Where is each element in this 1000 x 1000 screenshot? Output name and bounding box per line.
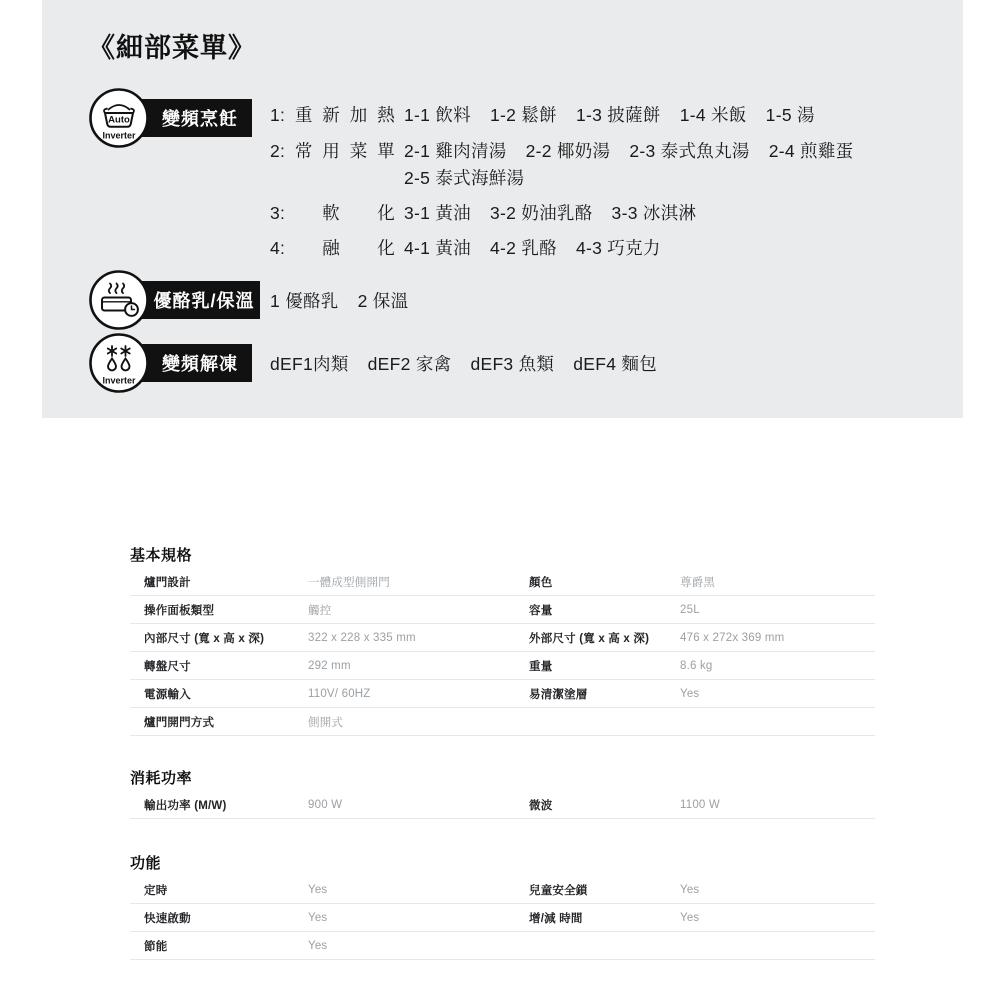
menu-item: 3-2 奶油乳酪 <box>489 202 593 223</box>
spec-section-functions <box>130 852 875 960</box>
spec-value: 110V/ 60HZ <box>308 687 371 700</box>
icon-label-inverter: Inverter <box>102 130 136 141</box>
spec-label: 內部尺寸 (寬 x 高 x 深) <box>144 632 265 645</box>
spec-row <box>130 791 875 819</box>
menu-item: 2-5 泰式海鮮湯 <box>404 167 525 188</box>
spec-row <box>130 624 875 652</box>
badge-yogurt-keepwarm: 優酪乳/保溫 <box>120 281 260 319</box>
menu-key: 1:重新加熱 <box>270 104 395 125</box>
menu-key: 3:軟化 <box>270 202 395 223</box>
spec-label: 兒童安全鎖 <box>529 884 588 897</box>
spec-section-basic <box>130 544 875 736</box>
spec-label: 快速啟動 <box>144 912 191 925</box>
menu-item: 1-1 飲料 <box>404 104 471 125</box>
badge-inverter-cooking: 變頻烹飪 <box>120 99 252 137</box>
spec-label: 節能 <box>144 940 168 953</box>
menu-item: dEF4 麵包 <box>573 353 658 374</box>
spec-value: Yes <box>308 883 328 896</box>
spec-value: 觸控 <box>308 604 332 617</box>
menu-item: 2 保溫 <box>357 290 409 311</box>
spec-label: 轉盤尺寸 <box>144 660 191 673</box>
menu-item: 4-3 巧克力 <box>575 237 661 258</box>
yogurt-keepwarm-icon <box>88 269 150 331</box>
badge-inverter-defrost: 變頻解凍 <box>120 344 252 382</box>
menu-line <box>270 235 680 259</box>
auto-inverter-icon <box>88 87 150 149</box>
icon-label-inverter: Inverter <box>102 375 136 386</box>
spec-value: 尊爵黑 <box>680 576 716 589</box>
spec-value: Yes <box>680 883 700 896</box>
spec-label: 爐門開門方式 <box>144 716 215 729</box>
spec-value: Yes <box>308 911 328 924</box>
menu-item: 3-1 黃油 <box>404 202 471 223</box>
spec-row <box>130 596 875 624</box>
spec-value: Yes <box>680 687 700 700</box>
menu-item: dEF3 魚類 <box>470 353 555 374</box>
menu-key: 2:常用菜單 <box>270 140 395 161</box>
spec-label: 輸出功率 (M/W) <box>144 799 227 812</box>
inverter-defrost-icon <box>88 332 150 394</box>
spec-label: 重量 <box>529 660 553 673</box>
menu-line <box>270 200 715 224</box>
menu-item: 2-1 雞肉清湯 <box>404 140 507 161</box>
menu-item: 1 優酪乳 <box>270 290 339 311</box>
menu-item: 3-3 冰淇淋 <box>611 202 697 223</box>
menu-line <box>270 165 543 189</box>
spec-value: 322 x 228 x 335 mm <box>308 631 416 644</box>
spec-value: 292 mm <box>308 659 351 672</box>
spec-label: 爐門設計 <box>144 576 191 589</box>
menu-item: 1-4 米飯 <box>679 104 747 125</box>
spec-section-title: 基本規格 <box>130 547 193 564</box>
spec-row <box>130 568 875 596</box>
menu-item: 2-3 泰式魚丸湯 <box>629 140 750 161</box>
spec-label: 易清潔塗層 <box>529 688 588 701</box>
menu-item: 1-5 湯 <box>765 104 815 125</box>
menu-item: 1-2 鬆餅 <box>489 104 557 125</box>
menu-line <box>270 138 872 162</box>
spec-row <box>130 904 875 932</box>
spec-row <box>130 680 875 708</box>
menu-line <box>270 351 676 375</box>
spec-row <box>130 708 875 736</box>
menu-item: 2-4 煎雞蛋 <box>768 140 854 161</box>
spec-value: 8.6 kg <box>680 659 713 672</box>
spec-label: 電源輸入 <box>144 688 191 701</box>
menu-item: dEF2 家禽 <box>367 353 452 374</box>
spec-section-title: 功能 <box>130 855 162 872</box>
spec-value: 一體成型側開門 <box>308 576 390 589</box>
spec-value: 476 x 272x 369 mm <box>680 631 785 644</box>
menu-item: 2-2 椰奶湯 <box>525 140 611 161</box>
spec-section-power <box>130 767 875 819</box>
menu-item: 4-1 黃油 <box>404 237 471 258</box>
spec-value: 900 W <box>308 798 343 811</box>
menu-key: 4:融化 <box>270 237 395 258</box>
menu-item: dEF1肉類 <box>270 353 349 374</box>
menu-line <box>270 288 427 312</box>
detail-menu-panel <box>42 0 963 418</box>
page-title: 《細部菜單》 <box>88 33 256 63</box>
spec-value: Yes <box>308 939 328 952</box>
menu-line <box>270 102 834 126</box>
icon-label-auto: Auto <box>108 114 130 126</box>
spec-section-title: 消耗功率 <box>130 770 193 787</box>
spec-label: 增/減 時間 <box>529 912 583 925</box>
spec-value: 1100 W <box>680 798 720 811</box>
spec-value: 25L <box>680 603 700 616</box>
spec-label: 微波 <box>529 799 553 812</box>
spec-label: 外部尺寸 (寬 x 高 x 深) <box>529 632 650 645</box>
spec-row <box>130 932 875 960</box>
spec-value: 側開式 <box>308 716 344 729</box>
spec-label: 定時 <box>144 884 168 897</box>
menu-item: 1-3 披薩餅 <box>575 104 661 125</box>
spec-label: 顏色 <box>529 576 553 589</box>
spec-label: 操作面板類型 <box>144 604 215 617</box>
spec-row <box>130 652 875 680</box>
menu-item: 4-2 乳酪 <box>489 237 557 258</box>
spec-label: 容量 <box>529 604 553 617</box>
spec-value: Yes <box>680 911 700 924</box>
spec-row <box>130 876 875 904</box>
